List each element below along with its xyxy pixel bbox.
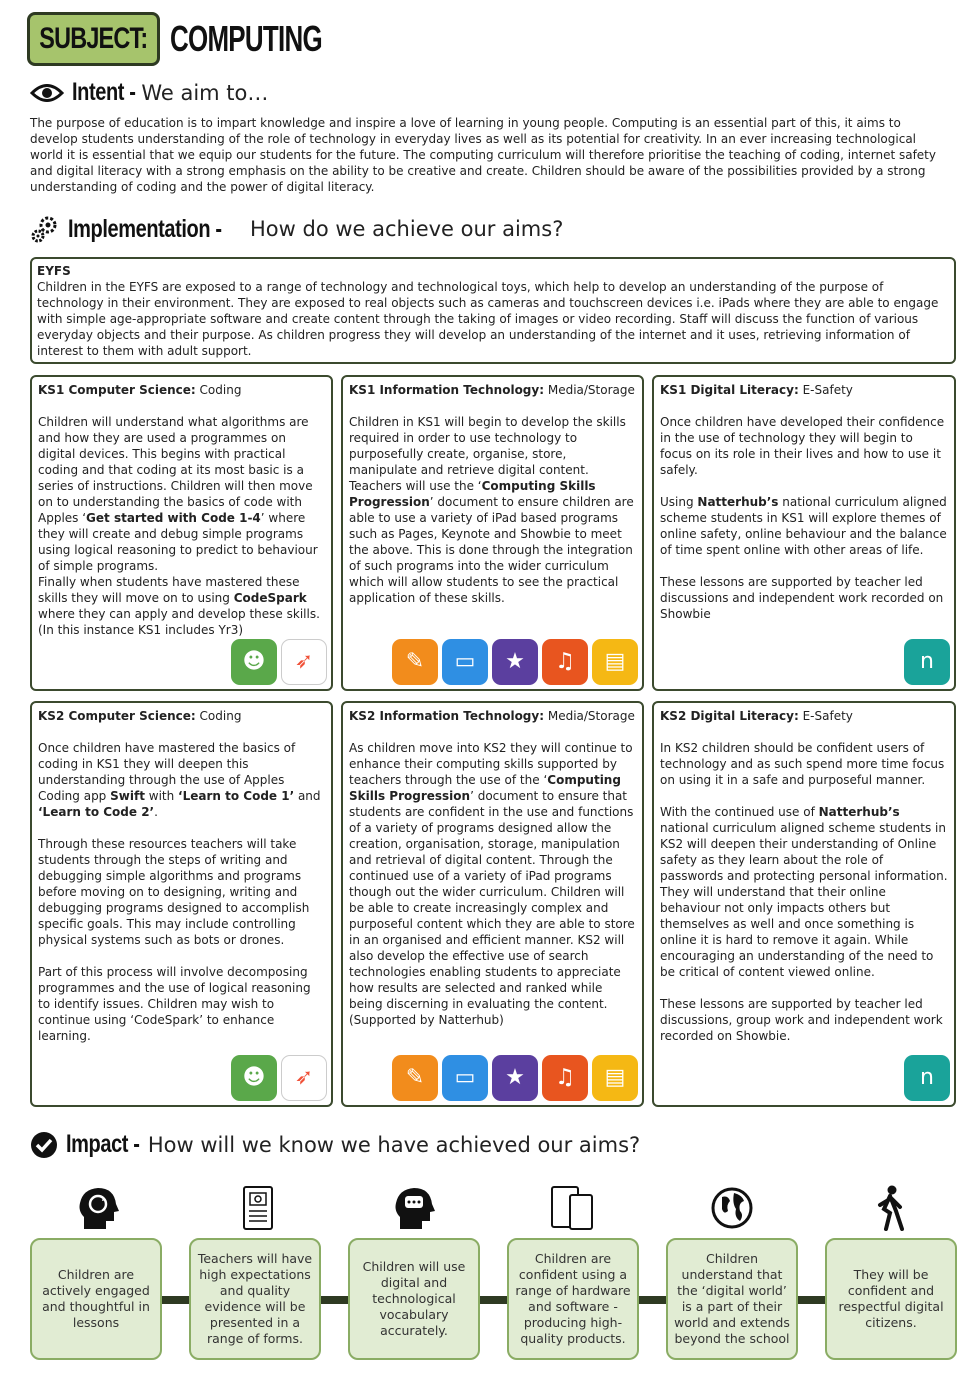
ks1-dl-paragraph-3: These lessons are supported by teacher led discussions and independent work recorded on Showbie: [660, 575, 944, 621]
ks2-cs-subtitle: Coding: [195, 709, 242, 723]
ks2-cs-title: KS2 Computer Science:: [38, 709, 196, 723]
ks2-it-title: KS2 Information Technology:: [349, 709, 545, 723]
ks2-dl-title: KS2 Digital Literacy:: [660, 709, 799, 723]
globe-icon: [710, 1185, 754, 1231]
impact-item-expectations: Teachers will have high expectations and quality evidence will be presented in a range of forms.: [189, 1238, 321, 1360]
ks2-information-technology-box: [341, 701, 644, 1107]
walking-person-icon: [868, 1185, 912, 1231]
imovie-app-icon: ★: [492, 1055, 538, 1101]
impact-item-hardware-software: Children are confident using a range of hardware and software - producing high-quality products.: [507, 1238, 639, 1360]
ks1-cs-paragraph-1: Children will understand what algorithms are and how they are used a programmes on digital devices. This begins with practical coding and that coding at its most basic is a series of instructions. Children will then move on to understanding the basics of code with Apples ‘Get started with Code 1-4’ where they will create and debug simple programs using logical reasoning to predict to behaviour of simple programs.: [38, 415, 318, 573]
ks2-cs-paragraph-2: Through these resources teachers will take students through the steps of writing and debugging simple algorithms and programs before moving on to designing, writing and debugging programs designed to accomplish specific goals. This may include controlling physical systems such as bots or drones.: [38, 837, 310, 947]
ks1-dl-app-icons: [904, 639, 950, 685]
ks2-dl-paragraph-1: In KS2 children should be confident users of technology and as such spend more time focus on using it in a safe and purposeful manner.: [660, 741, 945, 787]
ks1-information-technology-box: [341, 375, 644, 691]
codespark-app-icon: ☻: [231, 639, 277, 685]
ks1-dl-paragraph-1: Once children have developed their confidence in the use of technology they will begin to focus on its role in their lives and how to use it safely.: [660, 415, 945, 477]
ks1-cs-title: KS1 Computer Science:: [38, 383, 196, 397]
ks2-cs-app-icons: [231, 1055, 327, 1101]
gears-icon: [30, 214, 60, 244]
ks1-it-title: KS1 Information Technology:: [349, 383, 545, 397]
ks1-dl-title: KS1 Digital Literacy:: [660, 383, 799, 397]
ks1-cs-app-icons: [231, 639, 327, 685]
ks1-it-paragraph-1: Children in KS1 will begin to develop the skills required in order to use technology to purposefully create, organise, store, manipulate and retrieve digital content. Teachers will use the ‘Computing Skills Progression’ document to ensure children are able to use a variety of iPad based programs such as Pages, Keynote and Showbie to meet the above. This is done through the integration of such programs into the wider curriculum which will allow students to see the practical application of these skills.: [349, 415, 634, 605]
natterhub-app-icon: n: [904, 639, 950, 685]
swift-app-icon: ➶: [281, 639, 327, 685]
head-speech-icon: [392, 1185, 436, 1231]
page-title: COMPUTING: [170, 18, 322, 59]
pages-app-icon: ✎: [392, 1055, 438, 1101]
ks2-dl-subtitle: E-Safety: [798, 709, 853, 723]
showbie-app-icon: ▤: [592, 639, 638, 685]
intent-text: The purpose of education is to impart knowledge and inspire a love of learning in young people. Computing is an essential part of this, it aims to develop students understanding of the role of technology in everyday lives as well as its potential for creativity. In an ever increasing technological world it is essential that we equip our students for the future. The computing curriculum will therefore prioritise the teaching of coding, internet safety and digital literacy with a strong emphasis on the ability to be creative and create. Children should be aware of the possibilities provided by a strong understanding of coding and the power of digital literacy.: [30, 116, 936, 194]
subject-badge: [27, 12, 160, 66]
ks2-cs-paragraph-1: Once children have mastered the basics of coding in KS1 they will deepen this understanding through the use of Apples Coding app Swift with ‘Learn to Code 1’ and ‘Learn to Code 2’.: [38, 741, 321, 819]
natterhub-app-icon: n: [904, 1055, 950, 1101]
ks1-it-subtitle: Media/Storage: [544, 383, 635, 397]
checkmark-circle-icon: [30, 1131, 58, 1159]
ks2-dl-paragraph-2: With the continued use of Natterhub’s national curriculum aligned scheme students in KS2 will deepen their understanding of Online safety as they learn about the role of passwords and protecting personal information. They will understand that their online behaviour not only impacts others but themselves as well and once something is online it is hard to remove it again. While encouraging an understanding of the need to be critical of content viewed online.: [660, 805, 948, 979]
eyfs-title: EYFS: [37, 264, 71, 278]
ks1-digital-literacy-box: [652, 375, 956, 691]
ks2-cs-paragraph-3: Part of this process will involve decomposing programmes and the use of logical reasoning to identify issues. Children may wish to continue using ‘CodeSpark’ to enhance learning.: [38, 965, 311, 1043]
ks1-it-app-icons: [392, 639, 638, 685]
ks1-dl-subtitle: E-Safety: [798, 383, 853, 397]
garageband-app-icon: ♫: [542, 639, 588, 685]
devices-icon: [550, 1185, 594, 1231]
impact-item-engagement: Children are actively engaged and thoughtful in lessons: [30, 1238, 162, 1360]
intent-subtitle: We aim to…: [141, 80, 269, 105]
eye-icon: [30, 82, 64, 104]
ks2-it-paragraph-1: As children move into KS2 they will continue to enhance their computing skills supported by teachers through the use of the ‘Computing Skills Progression’ document to ensure that students are confident in the use and functions of a variety of programs designed allow the creation, organisation, storage, manipulation and retrieval of digital content. Through the continued use of a variety of iPad programs though out the wider curriculum. Children will be able to create increasingly complex and purposeful content which they are able to store in an organised and efficient manner. KS2 will also develop the effective use of search technologies enabling students to appreciate how results are selected and ranked while being discerning in evaluating the content. (Supported by Natterhub): [349, 741, 635, 1027]
impact-title: Impact -: [66, 1130, 140, 1158]
keynote-app-icon: ▭: [442, 639, 488, 685]
ks2-digital-literacy-box: [652, 701, 956, 1107]
impact-subtitle: How will we know we have achieved our aims?: [147, 1132, 641, 1157]
keynote-app-icon: ▭: [442, 1055, 488, 1101]
ks1-cs-subtitle: Coding: [195, 383, 242, 397]
subject-badge-label: SUBJECT:: [39, 22, 148, 55]
garageband-app-icon: ♫: [542, 1055, 588, 1101]
ks2-dl-app-icons: [904, 1055, 950, 1101]
intent-title: Intent -: [72, 78, 136, 106]
ks2-dl-paragraph-3: These lessons are supported by teacher led discussions, group work and independent work recorded on Showbie.: [660, 997, 943, 1043]
ks2-computer-science-box: [30, 701, 333, 1107]
ks1-cs-paragraph-2: Finally when students have mastered these skills they will move on to using CodeSpark where they can apply and develop these skills. (In this instance KS1 includes Yr3): [38, 575, 320, 637]
ks1-computer-science-box: [30, 375, 333, 691]
eyfs-text: Children in the EYFS are exposed to a range of technology and technological toys, which help to develop an understanding of the purpose of technology in their environment. They are exposed to real objects such as cameras and touchscreen devices i.e. iPads where they are able to engage with simple age-appropriate software and create content through the taking of images or video recording. Staff will discuss the function of various everyday objects and their purpose. As children progress they will develop an understanding of the internet and it uses, retrieving information of interest to them with adult support.: [37, 280, 939, 358]
codespark-app-icon: ☻: [231, 1055, 277, 1101]
ks1-dl-paragraph-2: Using Natterhub’s national curriculum aligned scheme students in KS1 will explore themes of online safety, online behaviour and the balance of time spent online with other areas of life.: [660, 495, 947, 557]
implementation-title: Implementation -: [68, 214, 222, 243]
imovie-app-icon: ★: [492, 639, 538, 685]
document-icon: [236, 1185, 280, 1231]
impact-item-digital-citizens: They will be confident and respectful digital citizens.: [825, 1238, 957, 1360]
impact-heading: [30, 1130, 640, 1159]
implementation-heading: [30, 214, 563, 244]
ks2-it-subtitle: Media/Storage: [544, 709, 635, 723]
impact-item-vocabulary: Children will use digital and technological vocabulary accurately.: [348, 1238, 480, 1360]
implementation-subtitle: How do we achieve our aims?: [250, 217, 564, 241]
ks2-it-app-icons: [392, 1055, 638, 1101]
pages-app-icon: ✎: [392, 639, 438, 685]
swift-app-icon: ➶: [281, 1055, 327, 1101]
impact-item-digital-world: Children understand that the ‘digital world’ is a part of their world and extends beyond the school: [666, 1238, 798, 1360]
head-cycle-icon: [76, 1185, 120, 1231]
showbie-app-icon: ▤: [592, 1055, 638, 1101]
eyfs-box: [30, 257, 956, 364]
intent-heading: [30, 78, 268, 107]
